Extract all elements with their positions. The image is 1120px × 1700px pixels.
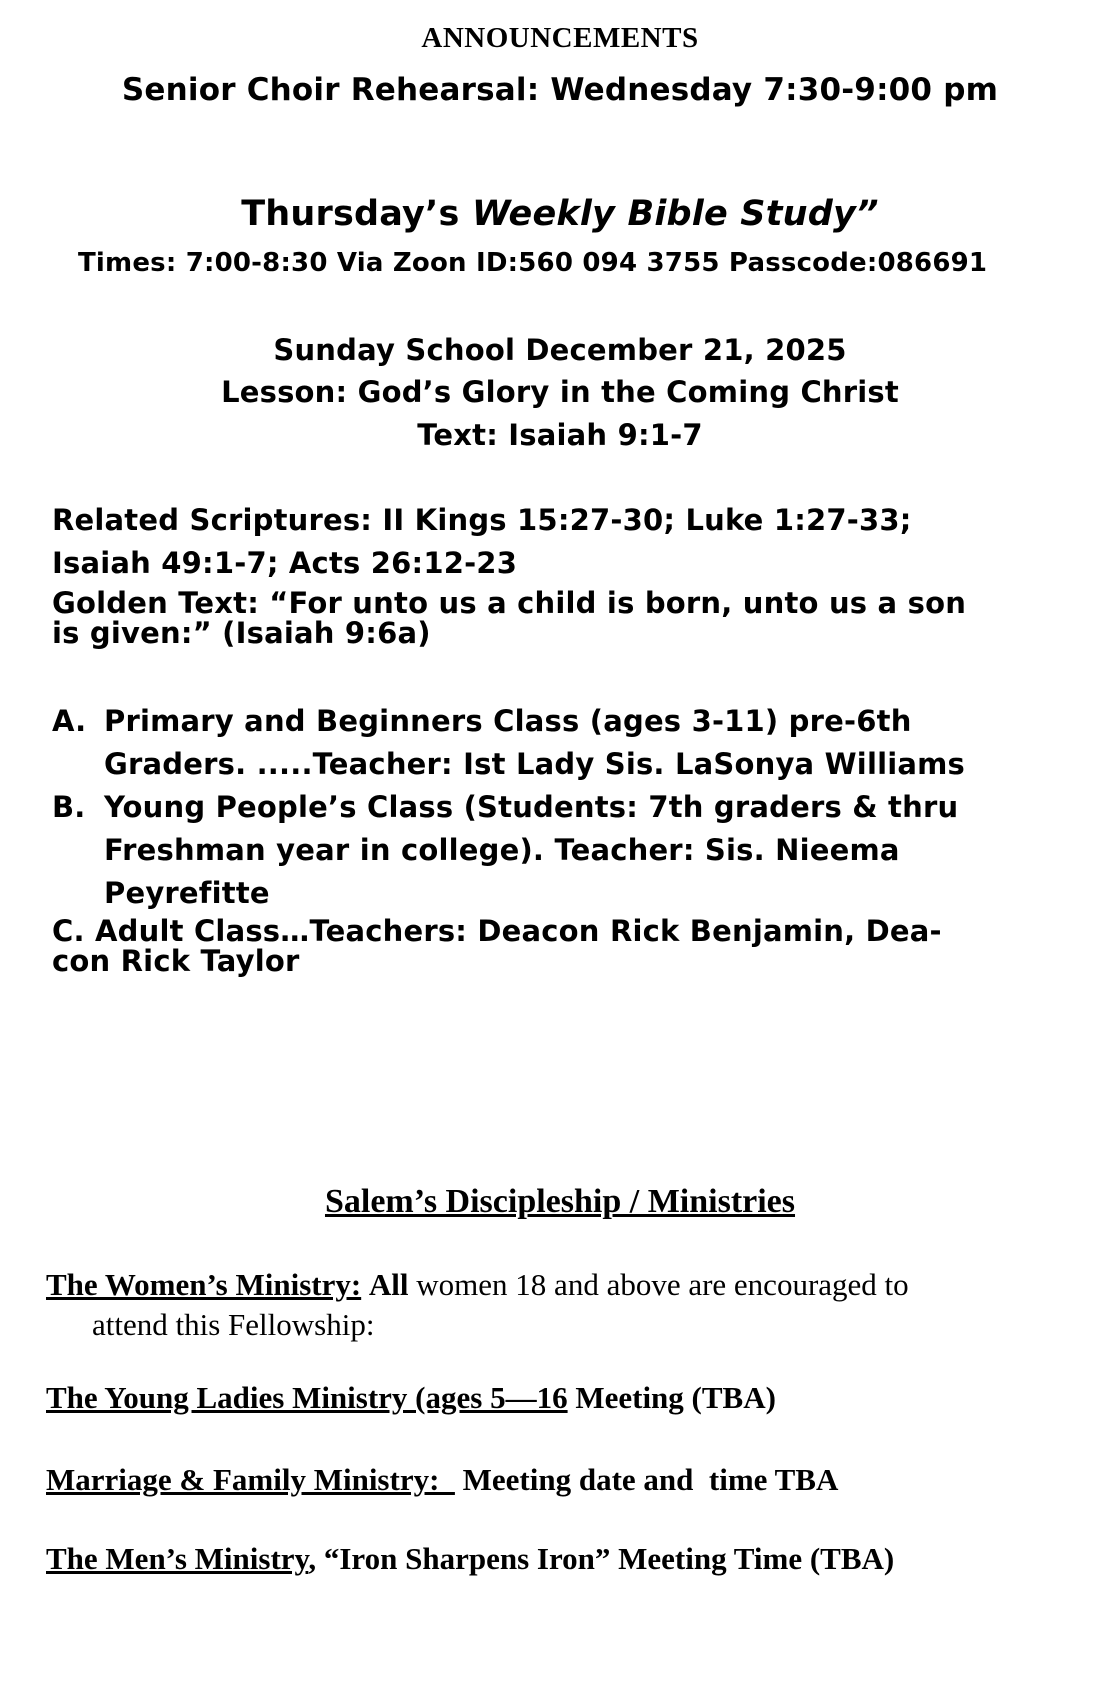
marriage-family-text: Meeting date and time TBA bbox=[454, 1462, 839, 1497]
choir-rehearsal-line: Senior Choir Rehearsal: Wednesday 7:30-9:00 pm bbox=[121, 72, 999, 108]
class-b-line-3: Peyrefitte bbox=[104, 876, 270, 910]
sunday-school-lesson: Lesson: God’s Glory in the Coming Christ bbox=[221, 375, 899, 409]
young-ladies-text: Meeting (TBA) bbox=[567, 1380, 776, 1415]
young-ladies-ministry bbox=[46, 1380, 1076, 1416]
page-heading: ANNOUNCEMENTS bbox=[421, 22, 699, 54]
womens-ministry-all: All bbox=[368, 1267, 409, 1302]
bible-study-times: Times: 7:00-8:30 Via Zoon ID:560 094 3755 Passcode:086691 bbox=[78, 248, 988, 278]
related-scriptures-line-2: Isaiah 49:1-7; Acts 26:12-23 bbox=[52, 546, 518, 580]
womens-ministry-text-2: attend this Fellowship: bbox=[92, 1307, 375, 1342]
mens-ministry-text: , “Iron Sharpens Iron” Meeting Time (TBA) bbox=[308, 1541, 895, 1576]
class-a-line-1: Primary and Beginners Class (ages 3-11) pre-6th bbox=[104, 704, 912, 738]
marriage-family-ministry bbox=[46, 1462, 1076, 1498]
golden-text bbox=[52, 588, 1072, 648]
sunday-school-text: Text: Isaiah 9:1-7 bbox=[417, 418, 703, 452]
class-a-item bbox=[52, 700, 1082, 786]
young-ladies-label: The Young Ladies Ministry (ages 5—16 bbox=[46, 1380, 568, 1415]
marriage-family-label: Marriage & Family Ministry: bbox=[46, 1462, 455, 1497]
sunday-school-date: Sunday School December 21, 2025 bbox=[273, 333, 847, 367]
class-c-line-1: C. Adult Class…Teachers: Deacon Rick Benjamin, Dea- bbox=[52, 914, 942, 948]
mens-ministry-label: The Men’s Ministry bbox=[46, 1541, 309, 1576]
related-scriptures-line-1: Related Scriptures: II Kings 15:27-30; Luke 1:27-33; bbox=[52, 503, 912, 537]
class-a-line-2: Graders. .....Teacher: Ist Lady Sis. LaSonya Williams bbox=[104, 747, 966, 781]
class-a-letter: A. bbox=[52, 704, 87, 738]
womens-ministry-label: The Women’s Ministry: bbox=[46, 1267, 362, 1302]
womens-ministry-text: women 18 and above are encouraged to bbox=[408, 1267, 909, 1302]
bible-study-title bbox=[0, 194, 1120, 234]
class-b-item bbox=[52, 786, 1082, 915]
class-b-line-2: Freshman year in college). Teacher: Sis. Nieema bbox=[104, 833, 900, 867]
mens-ministry bbox=[46, 1541, 1076, 1577]
class-b-letter: B. bbox=[52, 790, 86, 824]
golden-text-line-2: is given:” (Isaiah 9:6a) bbox=[52, 616, 431, 650]
bible-study-title-prefix: Thursday’s bbox=[241, 194, 472, 234]
class-c-line-2: con Rick Taylor bbox=[52, 944, 300, 978]
discipleship-title: Salem’s Discipleship / Ministries bbox=[324, 1183, 796, 1220]
womens-ministry bbox=[46, 1265, 1076, 1345]
bible-study-title-italic: Weekly Bible Study” bbox=[471, 194, 879, 234]
golden-text-line-1: Golden Text: “For unto us a child is born, unto us a son bbox=[52, 586, 967, 620]
class-c-item bbox=[52, 916, 1082, 976]
class-b-line-1: Young People’s Class (Students: 7th graders & thru bbox=[104, 790, 959, 824]
